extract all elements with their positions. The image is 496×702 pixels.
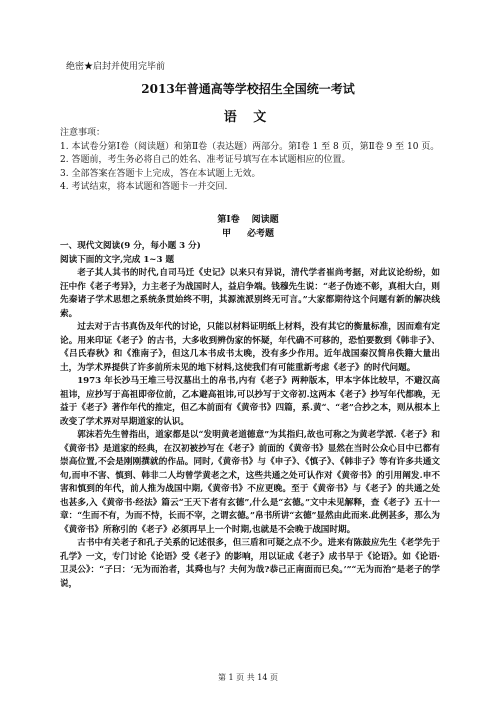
volume-heading [0, 212, 496, 225]
notice-block [60, 127, 440, 195]
volume-name: 阅读题 [251, 215, 279, 225]
notice-item: 3. 全部答案在答题卡上完成，答在本试题上无效。 [60, 168, 261, 179]
passage-paragraph: 古书中有关老子和孔子关系的记述很多，但三盾和可疑之点不少。进来有陈鼓应先生《老学先于孔学》一文，专门讨论《论语》受《老子》的影响，用以证成《老子》成书早于《论语》。如《论语·卫灵公》：“子曰：‘无为而治者，其舜也与？夫何为哉?恭己正南面而已矣。’”“无为而治”是老子的学说， [60, 538, 440, 589]
part-heading: 一、现代文阅读(9 分，每小题 3 分) [60, 241, 201, 251]
passage-paragraph: 老子其人其书的时代,自司马迁《史记》以来只有异说，清代学者崔尚考据，对此议论纷纷，如汪中作《老子考异》，力主老子为战国时人，益启争端。钱穆先生说：“老子伪迹不彰，真相大白，则先秦诸子学术思想之系统条贯始终不明，其源流派别终无可言。”大家都期待这个问题有新的解决线索。 [60, 268, 440, 319]
page-number: 第 1 页 共 14 页 [218, 673, 278, 682]
volume-label: 第Ⅰ卷 [217, 215, 240, 225]
part-instruction: 阅读下面的文字,完成 1~3 题 [60, 254, 175, 265]
section-label: 甲 [221, 229, 231, 239]
passage-paragraph: 1973 年长沙马王堆三号汉墓出土的帛书,内有《老子》两种版本，甲本字体比较早，不避汉高祖讳，应抄写于高祖即帝位前，乙本避高祖讳,可以抄写于文帝初.这两本《老子》抄写年代都晚，无益于《老子》著作年代的推定，但乙本前面有《黄帝书》四篇，系.黄“、“老”合抄之本，则从根本上改变了学术界对早期道家的认识。 [60, 376, 440, 427]
exam-title: 2013年普通高等学校招生全国统一考试 [141, 82, 355, 96]
notice-item: 2. 答题前，考生务必将自己的姓名、准考证号填写在本试题相应的位置。 [60, 155, 351, 165]
notice-heading: 注意事项： [60, 128, 106, 138]
subject-title: 语 文 [223, 110, 273, 125]
notice-item: 1. 本试卷分第Ⅰ卷（阅读题）和第Ⅱ卷（表达题）两部分。第Ⅰ卷 1 至 8 页，第Ⅱ卷 9 至 10 页。 [60, 141, 440, 152]
section-heading [0, 226, 496, 239]
confidential-mark: 绝密★启封并使用完毕前 [66, 62, 166, 72]
passage-paragraph: 过去对于古书真伪及年代的讨论，只能以材料证明纸上材料，没有其它的衡量标准，因而难有定论。用来印证《老子》的古书，大多收到辨伪家的怀疑，年代确不可移的，恐怕要数到《韩非子》、《吕氏春秋》和《淮南子》，但这几本书成书太晚，没有多少作用。近年战国秦汉简帛佚籍大量出土，为学术界提供了许多前所未见的地下材料,这使我们有可能重新考虑《老子》的时代问题。 [60, 322, 440, 373]
passage-paragraph: 郭沫若先生曾指出，道家都是以“发明黄老道德意”为其指归,故也可称之为黄老学派.《老子》和《黄帝书》是道家的经典，在汉初被抄写在《老子》前面的《黄帝书》显然在当时公众心目中已都有崇高位置,不会是刚刚撰就的作品。同时,《黄帝书》与《申子》、《慎子》、《韩非子》等有许多共通文句,而申不害、慎到、韩非二人均曾学黄老之术，这些共通之处可认作对《黄帝书》的引用阐发.申不害和慎到的年代，前人推为战国中期,《黄帝书》不应更晚。至于《黄帝书》与《老子》的共通之处也甚多,入《黄帝书·经法》篇云“王天下者有玄德”,什么是“玄德。”文中未见解释，查《老子》五十一章：“生而不有，为而不恃，长而不宰，之谓玄德。”帛书所讲“玄德”显然由此而来.此例甚多，那么为《黄帝书》所称引的《老子》必须再早上一个时期,也就是不会晚于战国时期。 [60, 430, 440, 535]
section-name: 必考题 [247, 229, 275, 239]
notice-item: 4. 考试结束，将本试题和答题卡一并交回. [60, 182, 228, 192]
reading-section [60, 240, 440, 591]
